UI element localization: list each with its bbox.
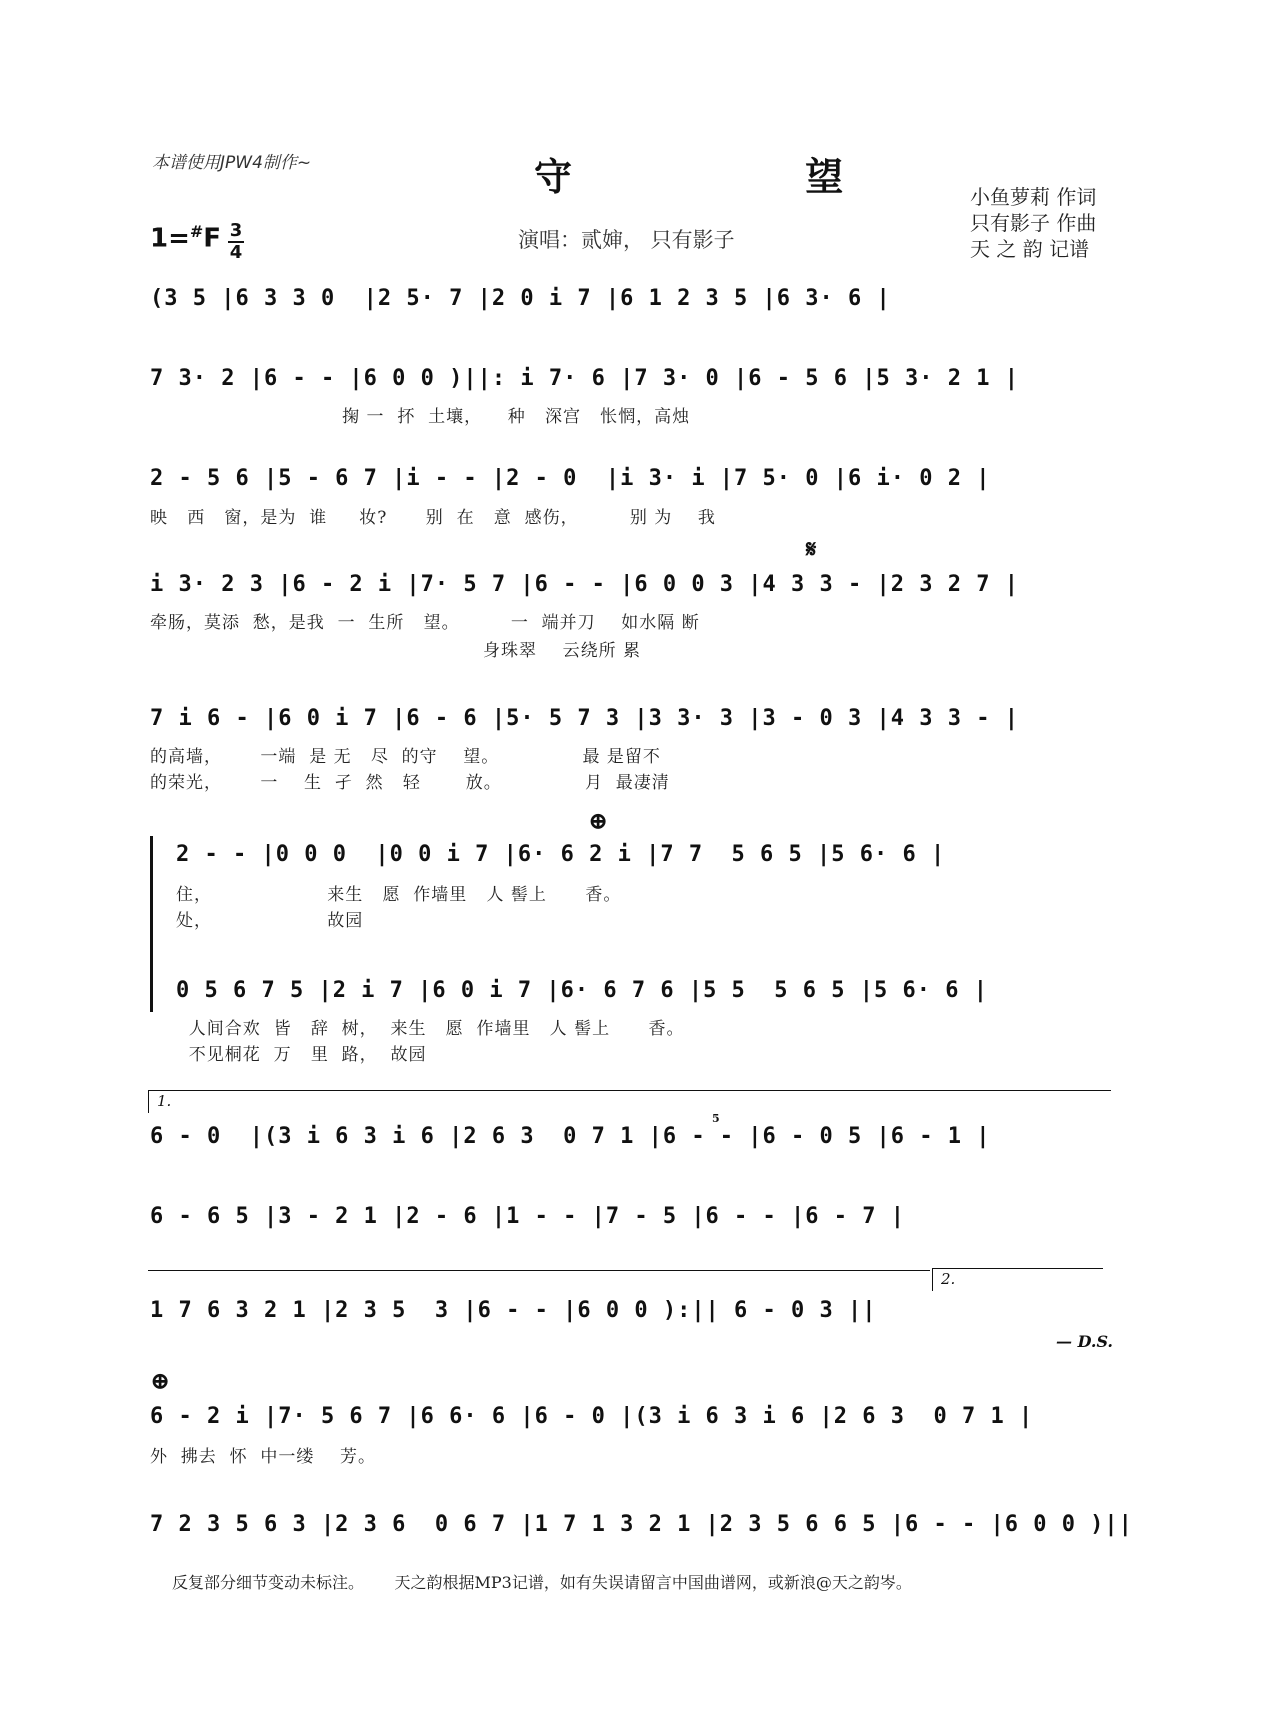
- volta-2: [932, 1268, 1103, 1291]
- software-note: 本谱使用JPW4制作~: [152, 153, 312, 173]
- volta-2-label: 2.: [941, 1270, 956, 1288]
- lyric-row-6a: 住， 来生 愿 作墙里 人 髻上 香。: [176, 885, 622, 905]
- sharp-sign: #: [189, 222, 204, 241]
- score-row-11: 6 - 2 i |7· 5 6 7 |6 6· 6 |6 - 0 |(3 i 6 3 i 6 |2 6 3 0 7 1 |: [150, 1404, 1034, 1429]
- credits: [970, 184, 1096, 262]
- score-row-12: 7 2 3 5 6 3 |2 3 6 0 6 7 |1 7 1 3 2 1 |2 3 5 6 6 5 |6 - - |6 0 0 )||: [150, 1512, 1133, 1537]
- credit-transcriber: 天 之 韵 记谱: [970, 237, 1090, 261]
- segno-sign: 𝄋: [806, 534, 817, 563]
- lyric-row-2: 掬 一 抔 土壤， 种 深宫 怅惘，高烛: [150, 407, 691, 427]
- score-row-5: 7 i 6 - |6 0 i 7 |6 - 6 |5· 5 7 3 |3 3· 3 |3 - 0 3 |4 3 3 - |: [150, 706, 1019, 731]
- volta-1: [148, 1090, 1111, 1113]
- lyric-row-5b: 的荣光， 一 生 孑 然 轻 放。 月 最凄清: [150, 773, 670, 793]
- score-row-6: 2 - - |0 0 0 |0 0 i 7 |6· 6 2 i |7 7 5 6 5 |5 6· 6 |: [176, 842, 946, 867]
- lyric-row-7a: 人间合欢 皆 辞 树， 来生 愿 作墙里 人 髻上 香。: [176, 1019, 685, 1039]
- score-row-4: i 3· 2 3 |6 - 2 i |7· 5 7 |6 - - |6 0 0 3 |4 3 3 - |2 3 2 7 |: [150, 572, 1019, 597]
- score-row-9: 6 - 6 5 |3 - 2 1 |2 - 6 |1 - - |7 - 5 |6 - - |6 - 7 |: [150, 1204, 905, 1229]
- lyric-row-6b: 处， 故园: [176, 911, 364, 931]
- time-bottom: 4: [229, 242, 243, 263]
- key-prefix: 1=: [150, 223, 190, 254]
- score-row-3: 2 - 5 6 |5 - 6 7 |i - - |2 - 0 |i 3· i |7 5· 0 |6 i· 0 2 |: [150, 466, 991, 491]
- song-title: 守 望: [534, 154, 954, 199]
- coda-sign-2: ⊕: [150, 1366, 171, 1395]
- volta-1-label: 1.: [157, 1092, 172, 1110]
- score-row-7: 0 5 6 7 5 |2 i 7 |6 0 i 7 |6· 6 7 6 |5 5 5 6 5 |5 6· 6 |: [176, 978, 988, 1003]
- part-bracket: [150, 836, 153, 1012]
- lyric-row-4b: 身珠翠 云绕所 累: [150, 641, 642, 661]
- time-signature: [228, 222, 244, 262]
- credit-lyricist: 小鱼萝莉 作词: [970, 185, 1097, 209]
- ds-marking: — D.S.: [1056, 1332, 1113, 1351]
- grace-note: 5: [712, 1112, 720, 1125]
- footer-note: 反复部分细节变动未标注。 天之韵根据MP3记谱，如有失误请留言中国曲谱网，或新浪@天之韵岑。: [172, 1573, 912, 1592]
- lyric-row-5a: 的高墙， 一端 是 无 尽 的守 望。 最 是留不: [150, 747, 661, 767]
- lyric-row-3: 映 西 窗，是为 谁 妆? 别 在 意 感伤， 别 为 我: [150, 508, 716, 528]
- score-row-8: 6 - 0 |(3 i 6 3 i 6 |2 6 3 0 7 1 |6 - - |6 - 0 5 |6 - 1 |: [150, 1124, 991, 1149]
- key-signature: [150, 222, 221, 254]
- score-row-1: (3 5 |6 3 3 0 |2 5· 7 |2 0 i 7 |6 1 2 3 5 |6 3· 6 |: [150, 286, 891, 311]
- singer-line: 演唱：贰婶， 只有影子: [518, 228, 735, 252]
- time-top: 3: [229, 220, 243, 241]
- volta-1-continuation: [148, 1270, 930, 1271]
- score-row-2: 7 3· 2 |6 - - |6 0 0 )||: i 7· 6 |7 3· 0 |6 - 5 6 |5 3· 2 1 |: [150, 366, 1019, 391]
- lyric-row-11: 外 拂去 怀 中一缕 芳。: [150, 1447, 377, 1467]
- credit-composer: 只有影子 作曲: [970, 211, 1097, 235]
- coda-sign: ⊕: [588, 806, 609, 835]
- score-row-10: 1 7 6 3 2 1 |2 3 5 3 |6 - - |6 0 0 ):|| 6 - 0 3 ||: [150, 1298, 877, 1323]
- key-note: F: [203, 223, 222, 254]
- lyric-row-4a: 牵肠，莫添 愁，是我 一 生所 望。 一 端并刀 如水隔 断: [150, 613, 700, 633]
- lyric-row-7b: 不见桐花 万 里 路， 故园: [176, 1045, 427, 1065]
